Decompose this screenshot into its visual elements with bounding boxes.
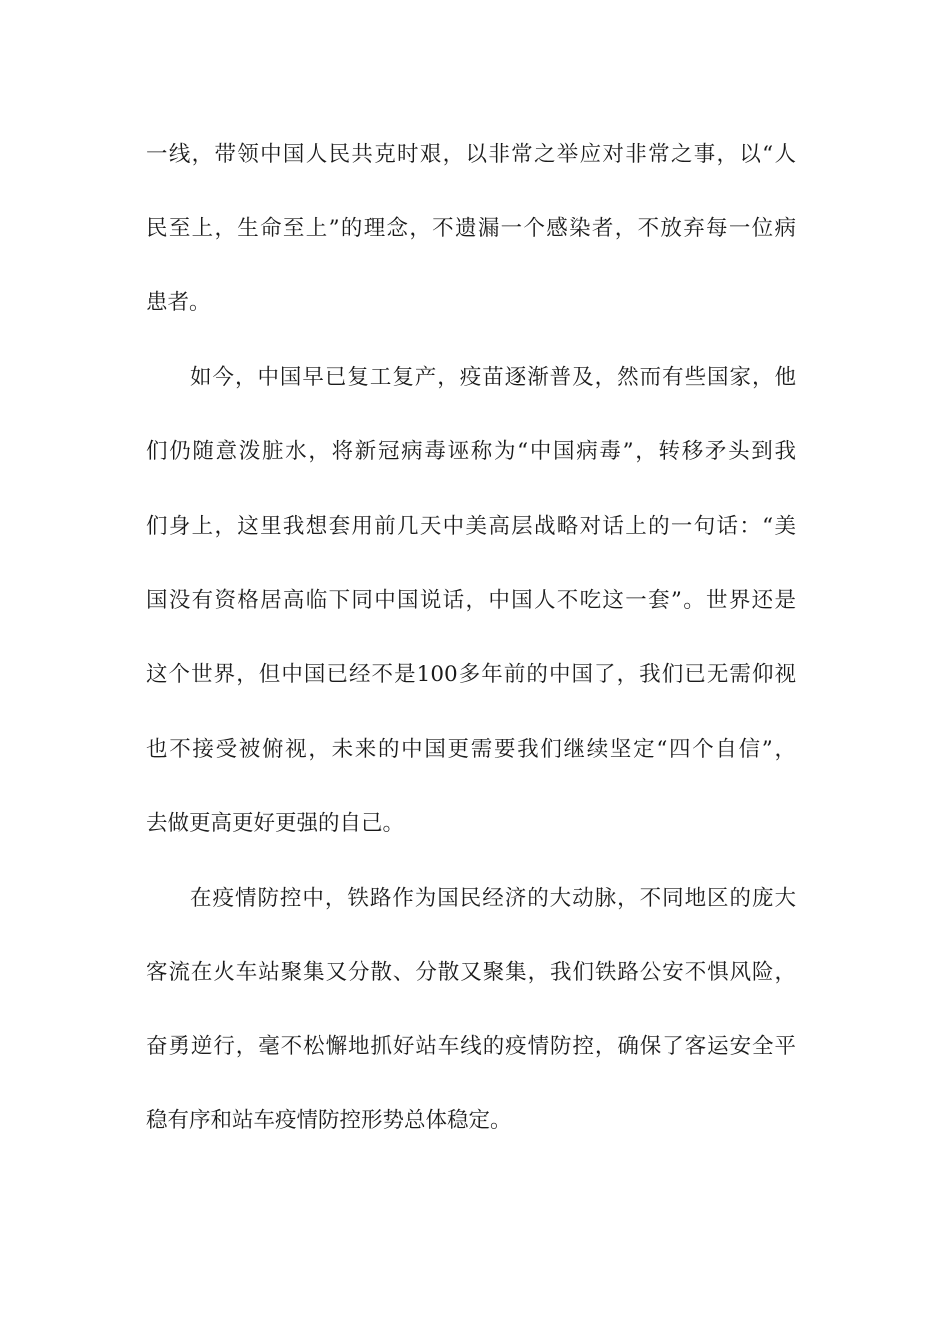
text-line: 客流在火车站聚集又分散、分散又聚集，我们铁路公安不惧风险，	[146, 960, 796, 985]
text-line: 患者。	[146, 290, 211, 315]
text-line: 们仍随意泼脏水，将新冠病毒诬称为“中国病毒”，转移矛头到我	[146, 439, 796, 464]
text-line: 一线，带领中国人民共克时艰，以非常之举应对非常之事，以“人	[146, 142, 796, 167]
text-line: 民至上，生命至上”的理念，不遗漏一个感染者，不放弃每一位病	[146, 216, 796, 241]
text-line: 也不接受被俯视，未来的中国更需要我们继续坚定“四个自信”，	[146, 737, 796, 762]
text-line: 在疫情防控中，铁路作为国民经济的大动脉，不同地区的庞大	[190, 886, 796, 911]
text-line: 奋勇逆行，毫不松懈地抓好站车线的疫情防控，确保了客运安全平	[146, 1034, 796, 1059]
text-line: 们身上，这里我想套用前几天中美高层战略对话上的一句话：“美	[146, 514, 796, 539]
text-line: 如今，中国早已复工复产，疫苗逐渐普及，然而有些国家，他	[190, 365, 796, 390]
text-line: 稳有序和站车疫情防控形势总体稳定。	[146, 1108, 512, 1133]
text-line: 去做更高更好更强的自己。	[146, 811, 405, 836]
text-line: 国没有资格居高临下同中国说话，中国人不吃这一套”。世界还是	[146, 588, 796, 613]
text-line: 这个世界，但中国已经不是100多年前的中国了，我们已无需仰视	[146, 662, 796, 687]
